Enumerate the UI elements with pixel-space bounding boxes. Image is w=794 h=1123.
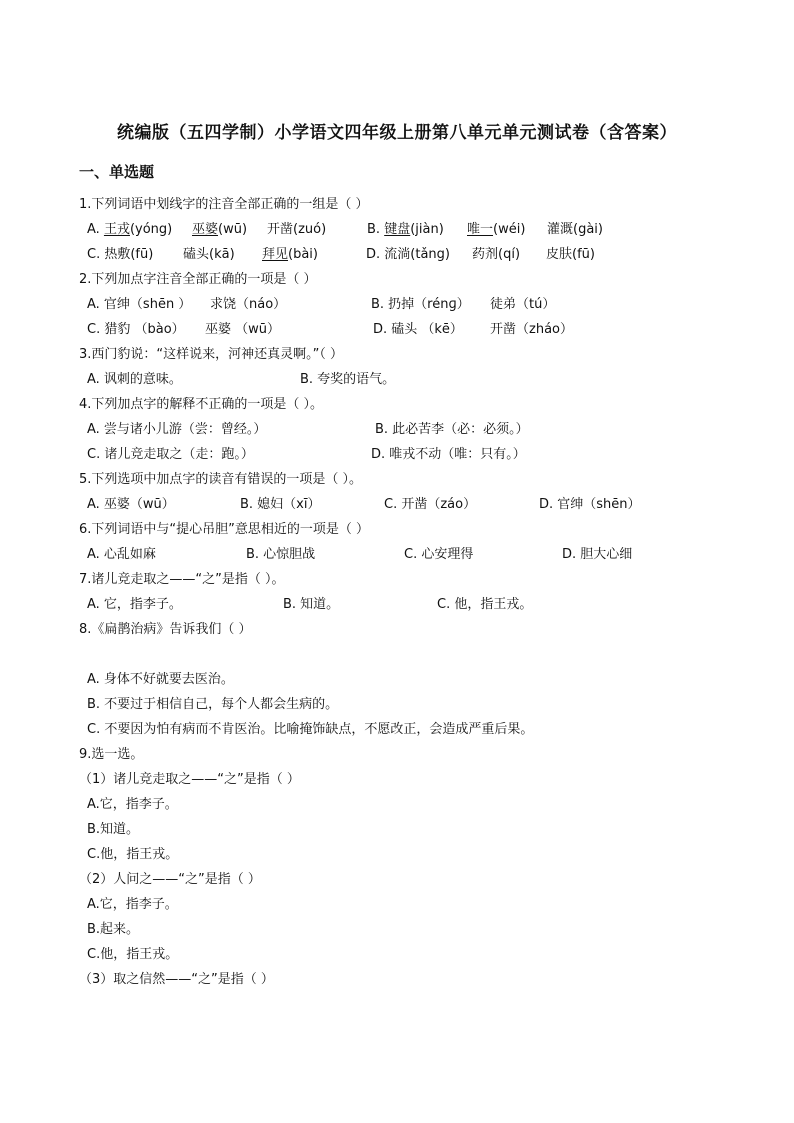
q1-option-a-word2: 巫婆(wū) bbox=[192, 222, 248, 237]
q9-sub2-option-b: B.起来。 bbox=[87, 922, 140, 937]
section-heading: 一、单选题 bbox=[79, 163, 155, 181]
q1-option-a: A. 王戎(yóng) bbox=[87, 222, 173, 237]
q1-option-d-word2: 药剂(qí) bbox=[472, 247, 521, 262]
q2-option-b-word2: 徒弟（tú） bbox=[490, 297, 556, 312]
q7-option-b: B. 知道。 bbox=[283, 597, 340, 612]
q2-option-d-word2: 开凿（zháo） bbox=[490, 322, 573, 337]
q9-sub1-option-c: C.他，指王戎。 bbox=[87, 847, 179, 862]
page-title: 统编版（五四学制）小学语文四年级上册第八单元单元测试卷（含答案） bbox=[117, 123, 677, 143]
q1-option-a-word3: 开凿(zuó) bbox=[267, 222, 327, 237]
q5-stem: 5.下列选项中加点字的读音有错误的一项是（ ）。 bbox=[79, 472, 363, 487]
q4-option-b: B. 此必苦李（必：必须。） bbox=[375, 422, 529, 437]
q4-option-d: D. 唯戎不动（唯：只有。） bbox=[371, 447, 526, 462]
q7-option-a: A. 它，指李子。 bbox=[87, 597, 182, 612]
q9-sub1-option-a: A.它，指李子。 bbox=[87, 797, 178, 812]
q9-sub2-stem: （2）人问之——“之”是指（ ） bbox=[79, 872, 261, 887]
q8-option-a: A. 身体不好就要去医治。 bbox=[87, 672, 234, 687]
q2-option-d: D. 磕头 （kē） bbox=[373, 322, 463, 337]
q3-option-a: A. 讽刺的意味。 bbox=[87, 372, 182, 387]
q2-option-c-word2: 巫婆 （wū） bbox=[205, 322, 281, 337]
q5-option-b: B. 媳妇（xī） bbox=[240, 497, 321, 512]
q7-stem: 7.诸儿竞走取之——“之”是指（ ）。 bbox=[79, 572, 285, 587]
q9-sub1-option-b: B.知道。 bbox=[87, 822, 140, 837]
q1-option-c: C. 热敷(fū) bbox=[87, 247, 154, 262]
q6-option-c: C. 心安理得 bbox=[404, 547, 474, 562]
q8-option-c: C. 不要因为怕有病而不肯医治。比喻掩饰缺点，不愿改正，会造成严重后果。 bbox=[87, 722, 534, 737]
q6-option-d: D. 胆大心细 bbox=[562, 547, 633, 562]
q9-stem: 9.选一选。 bbox=[79, 747, 144, 762]
q2-option-a: A. 官绅（shēn ） bbox=[87, 297, 192, 312]
q2-option-b: B. 扔掉（rénɡ） bbox=[371, 297, 470, 312]
q9-sub2-option-a: A.它，指李子。 bbox=[87, 897, 178, 912]
q2-option-a-word2: 求饶（náo） bbox=[210, 297, 287, 312]
q7-option-c: C. 他，指王戎。 bbox=[437, 597, 533, 612]
q1-option-b: B. 键盘(jiàn) bbox=[367, 222, 444, 237]
q3-stem: 3.西门豹说：“这样说来，河神还真灵啊。”（ ） bbox=[79, 347, 344, 362]
q1-option-d: D. 流淌(tǎng) bbox=[366, 247, 450, 262]
q9-sub3-stem: （3）取之信然——“之”是指（ ） bbox=[79, 972, 274, 987]
q4-option-a: A. 尝与诸小儿游（尝：曾经。） bbox=[87, 422, 267, 437]
q1-option-d-word3: 皮肤(fū) bbox=[546, 247, 595, 262]
q1-option-c-word3: 拜见(bài) bbox=[262, 247, 318, 262]
q1-stem: 1.下列词语中划线字的注音全部正确的一组是（ ） bbox=[79, 197, 369, 212]
q5-option-c: C. 开凿（záo） bbox=[384, 497, 477, 512]
q6-stem: 6.下列词语中与“提心吊胆”意思相近的一项是（ ） bbox=[79, 522, 370, 537]
q1-option-c-word2: 磕头(kā) bbox=[183, 247, 235, 262]
q4-stem: 4.下列加点字的解释不正确的一项是（ ）。 bbox=[79, 397, 324, 412]
q8-stem: 8.《扁鹊治病》告诉我们（ ） bbox=[79, 622, 252, 637]
q2-option-c: C. 猎豹 （bào） bbox=[87, 322, 185, 337]
q9-sub1-stem: （1）诸儿竞走取之——“之”是指（ ） bbox=[79, 772, 300, 787]
q1-option-b-word3: 灌溉(gài) bbox=[547, 222, 603, 237]
q2-stem: 2.下列加点字注音全部正确的一项是（ ） bbox=[79, 272, 317, 287]
q1-option-b-word2: 唯一(wéi) bbox=[467, 222, 526, 237]
q8-option-b: B. 不要过于相信自己，每个人都会生病的。 bbox=[87, 697, 339, 712]
q6-option-a: A. 心乱如麻 bbox=[87, 547, 156, 562]
q6-option-b: B. 心惊胆战 bbox=[246, 547, 316, 562]
q3-option-b: B. 夸奖的语气。 bbox=[300, 372, 396, 387]
q5-option-a: A. 巫婆（wū） bbox=[87, 497, 175, 512]
q5-option-d: D. 官绅（shēn） bbox=[539, 497, 641, 512]
q4-option-c: C. 诸儿竞走取之（走：跑。） bbox=[87, 447, 254, 462]
q9-sub2-option-c: C.他，指王戎。 bbox=[87, 947, 179, 962]
